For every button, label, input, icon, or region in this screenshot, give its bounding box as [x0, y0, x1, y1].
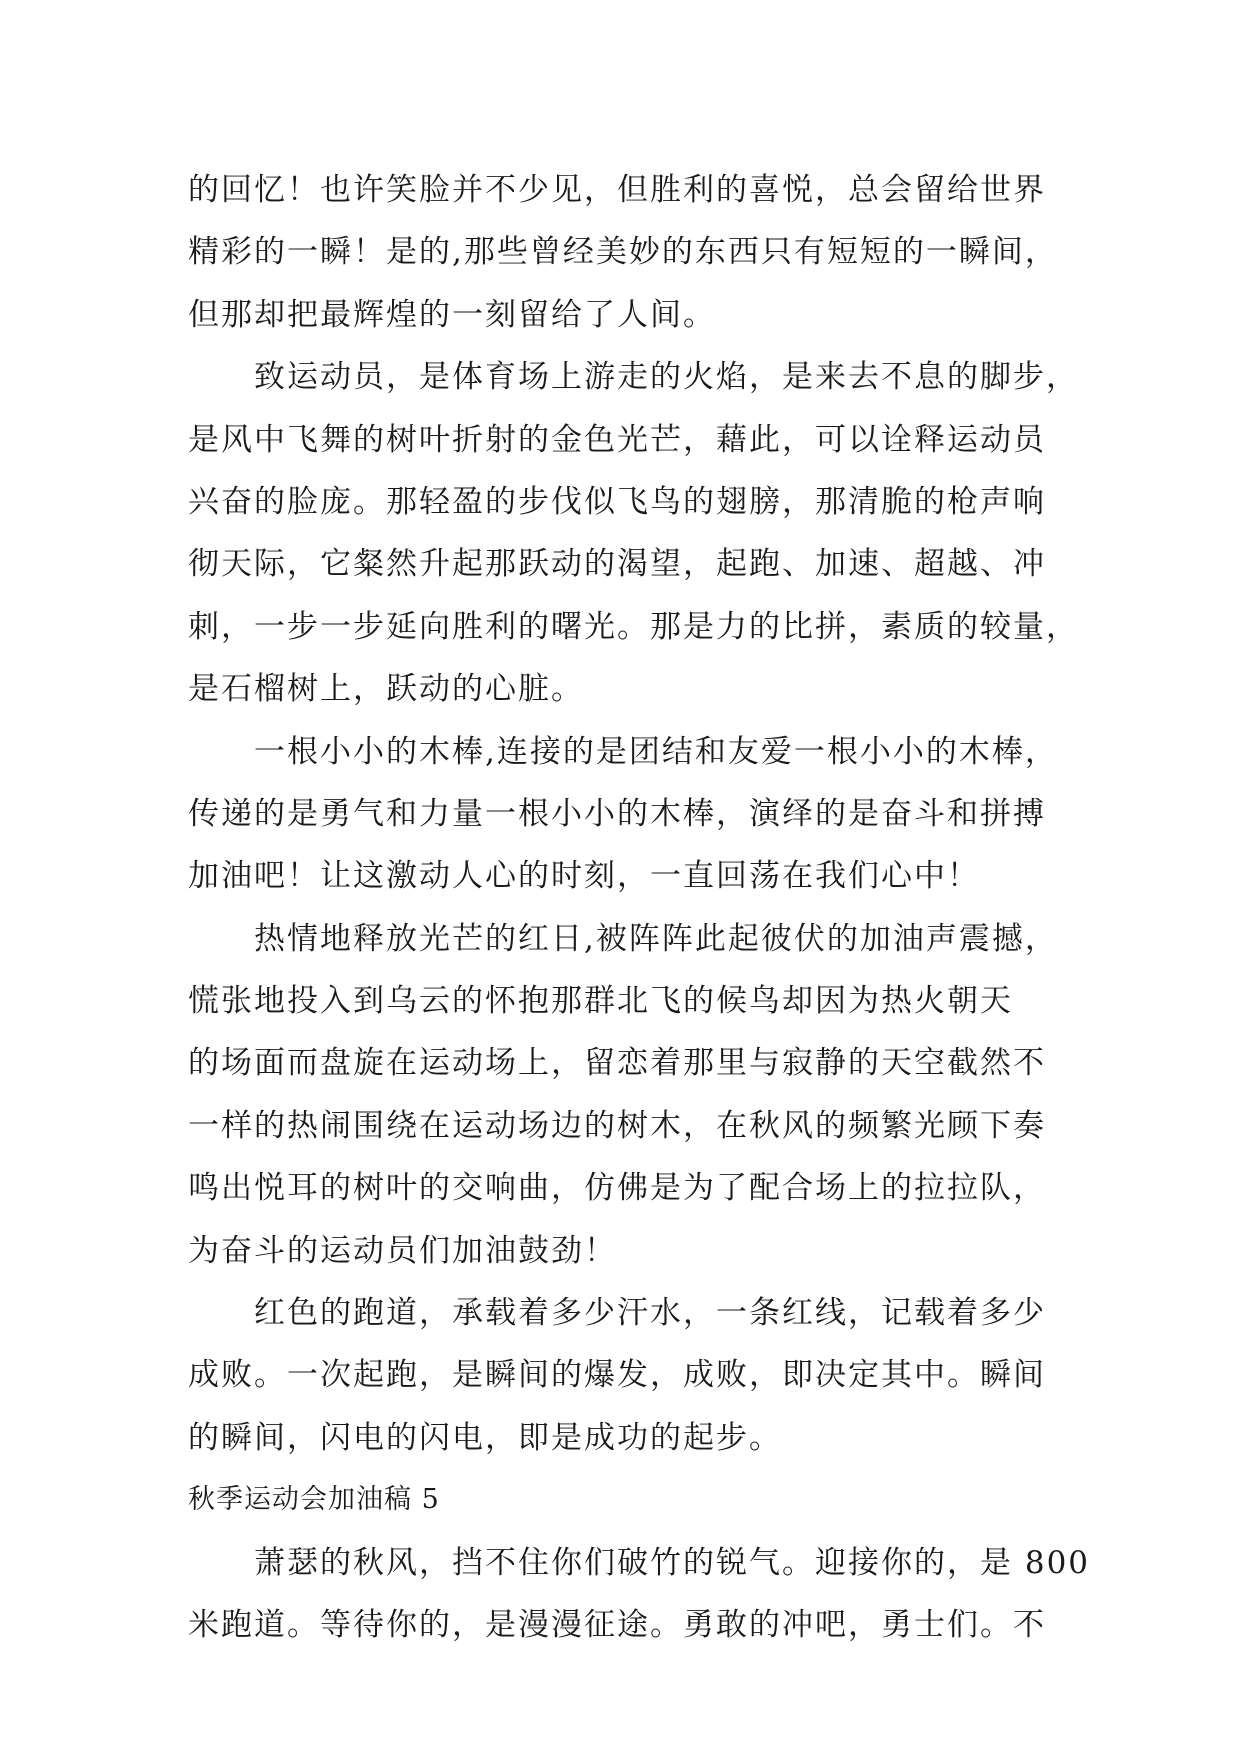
paragraph-start-line: 一根小小的木棒,连接的是团结和友爱一根小小的木棒， [254, 733, 1058, 770]
section-heading: 秋季运动会加油稿 5 [188, 1484, 440, 1516]
text-line: 成败。一次起跑，是瞬间的爆发，成败，即决定其中。瞬间 [188, 1357, 1046, 1394]
text-line: 的瞬间，闪电的闪电，即是成功的起步。 [188, 1419, 782, 1456]
text-line: 慌张地投入到乌云的怀抱那群北飞的候鸟却因为热火朝天 [188, 983, 1013, 1020]
paragraph-start-line: 致运动员，是体育场上游走的火焰，是来去不息的脚步， [254, 359, 1079, 396]
text-line: 鸣出悦耳的树叶的交响曲，仿佛是为了配合场上的拉拉队， [188, 1170, 1046, 1207]
text-line: 的场面而盘旋在运动场上，留恋着那里与寂静的天空截然不 [188, 1045, 1046, 1082]
text-line: 一样的热闹围绕在运动场边的树木，在秋风的频繁光顾下奏 [188, 1107, 1046, 1144]
text-line: 兴奋的脸庞。那轻盈的步伐似飞鸟的翅膀，那清脆的枪声响 [188, 483, 1046, 520]
paragraph-start-line: 萧瑟的秋风，挡不住你们破竹的锐气。迎接你的，是 800 [254, 1544, 1091, 1581]
text-line: 加油吧！让这激动人心的时刻，一直回荡在我们心中！ [188, 858, 980, 895]
document-body [188, 159, 1091, 1656]
text-line: 是石榴树上，跃动的心脏。 [188, 671, 584, 708]
text-line: 精彩的一瞬！是的,那些曾经美妙的东西只有短短的一瞬间， [188, 234, 1058, 271]
text-line: 的回忆！也许笑脸并不少见，但胜利的喜悦，总会留给世界 [188, 172, 1046, 208]
text-line: 刺，一步一步延向胜利的曙光。那是力的比拼，素质的较量， [188, 608, 1079, 645]
paragraph-start-line: 红色的跑道，承载着多少汗水，一条红线，记载着多少 [254, 1295, 1046, 1332]
paragraph-start-line: 热情地释放光芒的红日,被阵阵此起彼伏的加油声震撼， [254, 920, 1058, 957]
text-line: 传递的是勇气和力量一根小小的木棒，演绎的是奋斗和拼搏 [188, 795, 1046, 832]
text-line: 但那却把最辉煌的一刻留给了人间。 [188, 296, 716, 333]
text-line: 为奋斗的运动员们加油鼓劲！ [188, 1232, 617, 1269]
text-line: 米跑道。等待你的，是漫漫征途。勇敢的冲吧，勇士们。不 [188, 1606, 1046, 1643]
text-line: 彻天际，它粲然升起那跃动的渴望，起跑、加速、超越、冲 [188, 546, 1046, 583]
text-line: 是风中飞舞的树叶折射的金色光芒，藉此，可以诠释运动员 [188, 421, 1046, 458]
